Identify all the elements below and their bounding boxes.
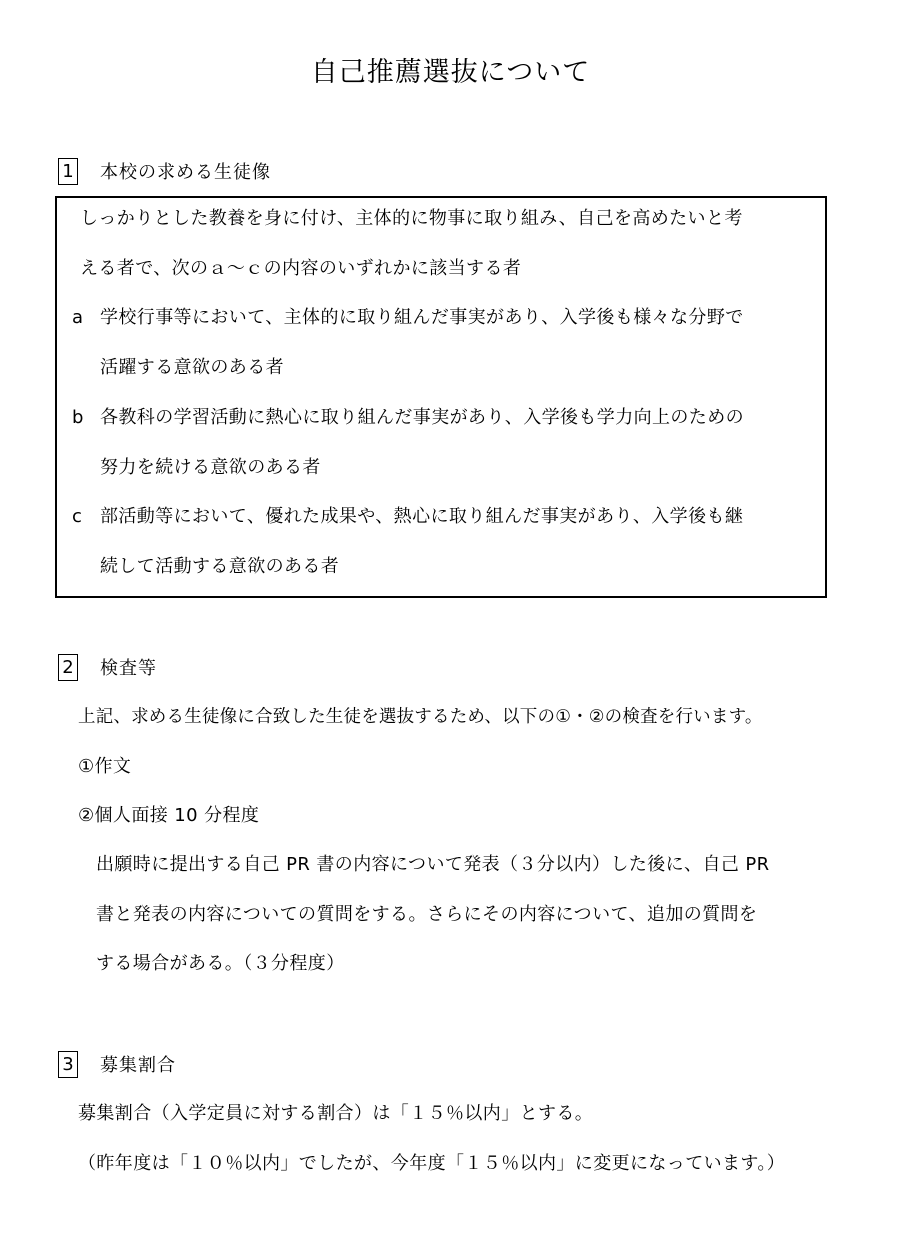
interview-detail-line: 書と発表の内容についての質問をする。さらにその内容について、追加の質問を [96,904,758,925]
profile-intro-line: しっかりとした教養を身に付け、主体的に物事に取り組み、自己を高めたいと考 [80,208,743,229]
section-heading-text: 本校の求める生徒像 [100,162,271,183]
section-1-heading [58,156,271,186]
profile-item-line: 努力を続ける意欲のある者 [100,457,321,478]
profile-item-line: 各教科の学習活動に熱心に取り組んだ事実があり、入学後も学力向上のための [100,407,744,428]
section-2-heading [58,652,157,682]
recruitment-ratio-note: （昨年度は「１０％以内」でしたが、今年度「１５％以内」に変更になっています。） [78,1153,786,1174]
profile-intro-line: える者で、次のａ～ｃの内容のいずれかに該当する者 [80,258,522,279]
exam-intro-line: 上記、求める生徒像に合致した生徒を選抜するため、以下の①・②の検査を行います。 [78,707,763,727]
profile-item-line: 活躍する意欲のある者 [100,357,284,378]
interview-detail-line: 出願時に提出する自己 PR 書の内容について発表（３分以内）した後に、自己 PR [96,854,770,875]
interview-detail-line: する場合がある。（３分程度） [96,953,345,974]
profile-item-line: 続して活動する意欲のある者 [100,556,340,577]
item-marker: b [72,407,84,428]
section-heading-text: 検査等 [100,658,157,679]
item-marker: c [72,506,83,527]
section-number-box: 1 [58,158,78,185]
profile-item-line: 部活動等において、優れた成果や、熱心に取り組んだ事実があり、入学後も継 [100,506,744,527]
exam-item-essay: ①作文 [78,756,132,777]
section-number-box: 3 [58,1051,78,1078]
recruitment-ratio-line: 募集割合（入学定員に対する割合）は「１５％以内」とする。 [78,1103,594,1124]
item-marker: a [72,307,84,328]
page-title: 自己推薦選抜について [310,57,591,88]
section-number-box: 2 [58,654,78,681]
section-heading-text: 募集割合 [100,1055,176,1076]
exam-item-interview: ②個人面接 10 分程度 [78,805,260,826]
profile-item-line: 学校行事等において、主体的に取り組んだ事実があり、入学後も様々な分野で [100,307,744,328]
section-3-heading [58,1049,176,1079]
